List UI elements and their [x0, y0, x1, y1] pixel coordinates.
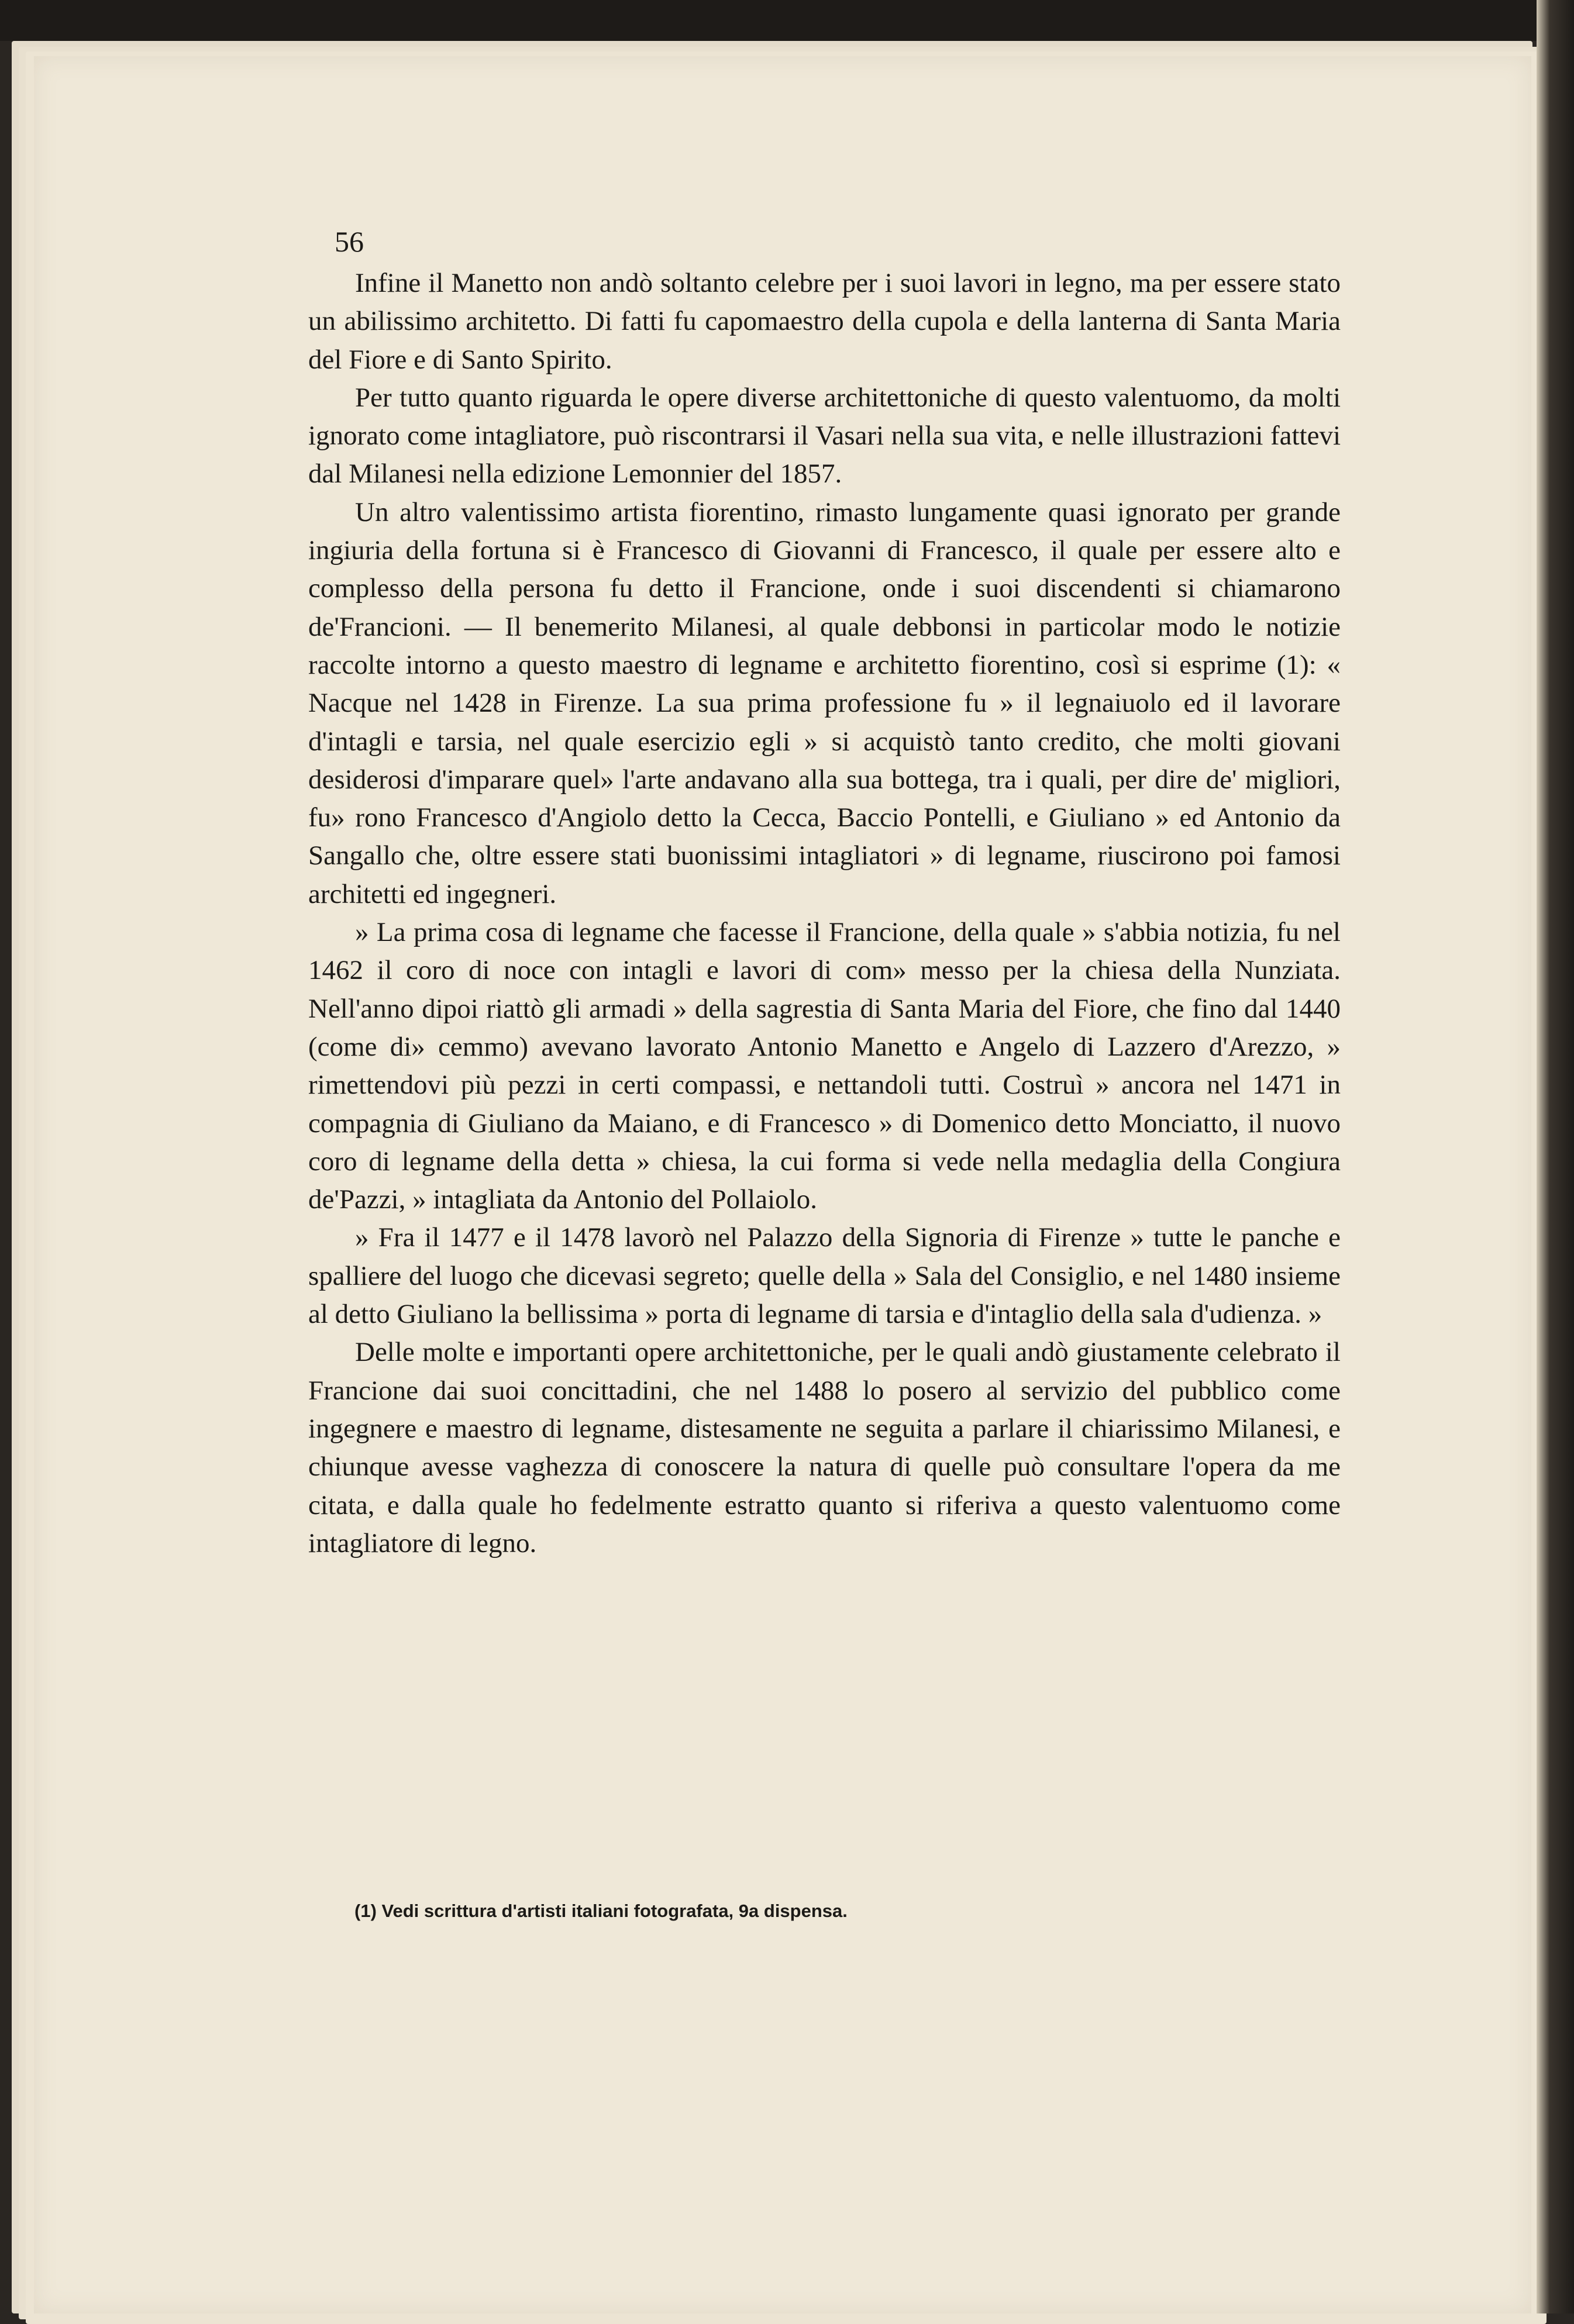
- scan-background-top: [0, 0, 1574, 41]
- paragraph: Infine il Manetto non andò soltanto celebre per i suoi lavori in legno, ma per essere stato un abilissimo architetto. Di fatti fu capomaestro della cupola e della lanterna di Santa Maria del Fiore e di Santo Spirito.: [308, 268, 1341, 375]
- book-gutter: [1537, 0, 1574, 2313]
- paragraph: » Fra il 1477 e il 1478 lavorò nel Palazzo della Signoria di Firenze » tutte le panche e spalliere del luogo che dicevasi segreto; quelle della » Sala del Consiglio, e nel 1480 insieme al detto Giuliano la bellissima » porta di legname di tarsia e d'intaglio della sala d'udienza. »: [308, 1222, 1341, 1330]
- paragraph: Un altro valentissimo artista fiorentino, rimasto lungamente quasi ignorato per grande ingiuria della fortuna si è Francesco di Giovanni di Francesco, il quale per essere alto e complesso della persona fu detto il Francione, onde i suoi discendenti si chiamarono de'Francioni. — Il benemerito Milanesi, al quale debbonsi in particolar modo le notizie raccolte intorno a questo maestro di legname e architetto fiorentino, così si esprime (1): « Nacque nel 1428 in Firenze. La sua prima professione fu » il legnaiuolo ed il lavorare d'intagli e tarsia, nel quale esercizio egli » si acquistò tanto credito, che molti giovani desiderosi d'imparare quel» l'arte andavano alla sua bottega, tra i quali, per dire de' migliori, fu» rono Francesco d'Angiolo detto la Cecca, Baccio Pontelli, e Giuliano » ed Antonio da Sangallo che, oltre essere stati buonissimi intagliatori » di legname, riuscirono poi famosi architetti ed ingegneri.: [308, 496, 1341, 909]
- paragraph: » La prima cosa di legname che facesse il Francione, della quale » s'abbia notizia, fu nel 1462 il coro di noce con intagli e lavori di com» messo per la chiesa della Nunziata. Nell'anno dipoi riattò gli armadi » della sagrestia di Santa Maria del Fiore, che fino dal 1440 (come di» cemmo) avevano lavorato Antonio Manetto e Angelo di Lazzero d'Arezzo, » rimettendovi più pezzi in certi compassi, e nettandoli tutti. Costruì » ancora nel 1471 in compagnia di Giuliano da Maiano, e di Francesco » di Domenico detto Monciatto, il nuovo coro di legname della detta » chiesa, la cui forma si vede nella medaglia della Congiura de'Pazzi, » intagliata da Antonio del Pollaiolo.: [308, 917, 1341, 1215]
- paragraph: Per tutto quanto riguarda le opere diverse architettoniche di questo valentuomo, da molti ignorato come intagliatore, può riscontrarsi il Vasari nella sua vita, e nelle illustrazioni fattevi dal Milanesi nella edizione Lemonnier del 1857.: [308, 382, 1341, 489]
- footnote: (1) Vedi scrittura d'artisti italiani fotografata, 9a dispensa.: [354, 1901, 848, 1921]
- page-number: 56: [335, 225, 364, 258]
- paragraph: Delle molte e importanti opere architettoniche, per le quali andò giustamente celebrato il Francione dai suoi concittadini, che nel 1488 lo posero al servizio del pubblico come ingegnere e maestro di legname, distesamente ne seguita a parlare il chiarissimo Milanesi, e chiunque avesse vaghezza di conoscere la natura di quelle può consultare l'opera da me citata, e dalla quale ho fedelmente estratto quanto si riferiva a questo valentuomo come intagliatore di legno.: [308, 1337, 1341, 1558]
- body-text: [308, 222, 1341, 1563]
